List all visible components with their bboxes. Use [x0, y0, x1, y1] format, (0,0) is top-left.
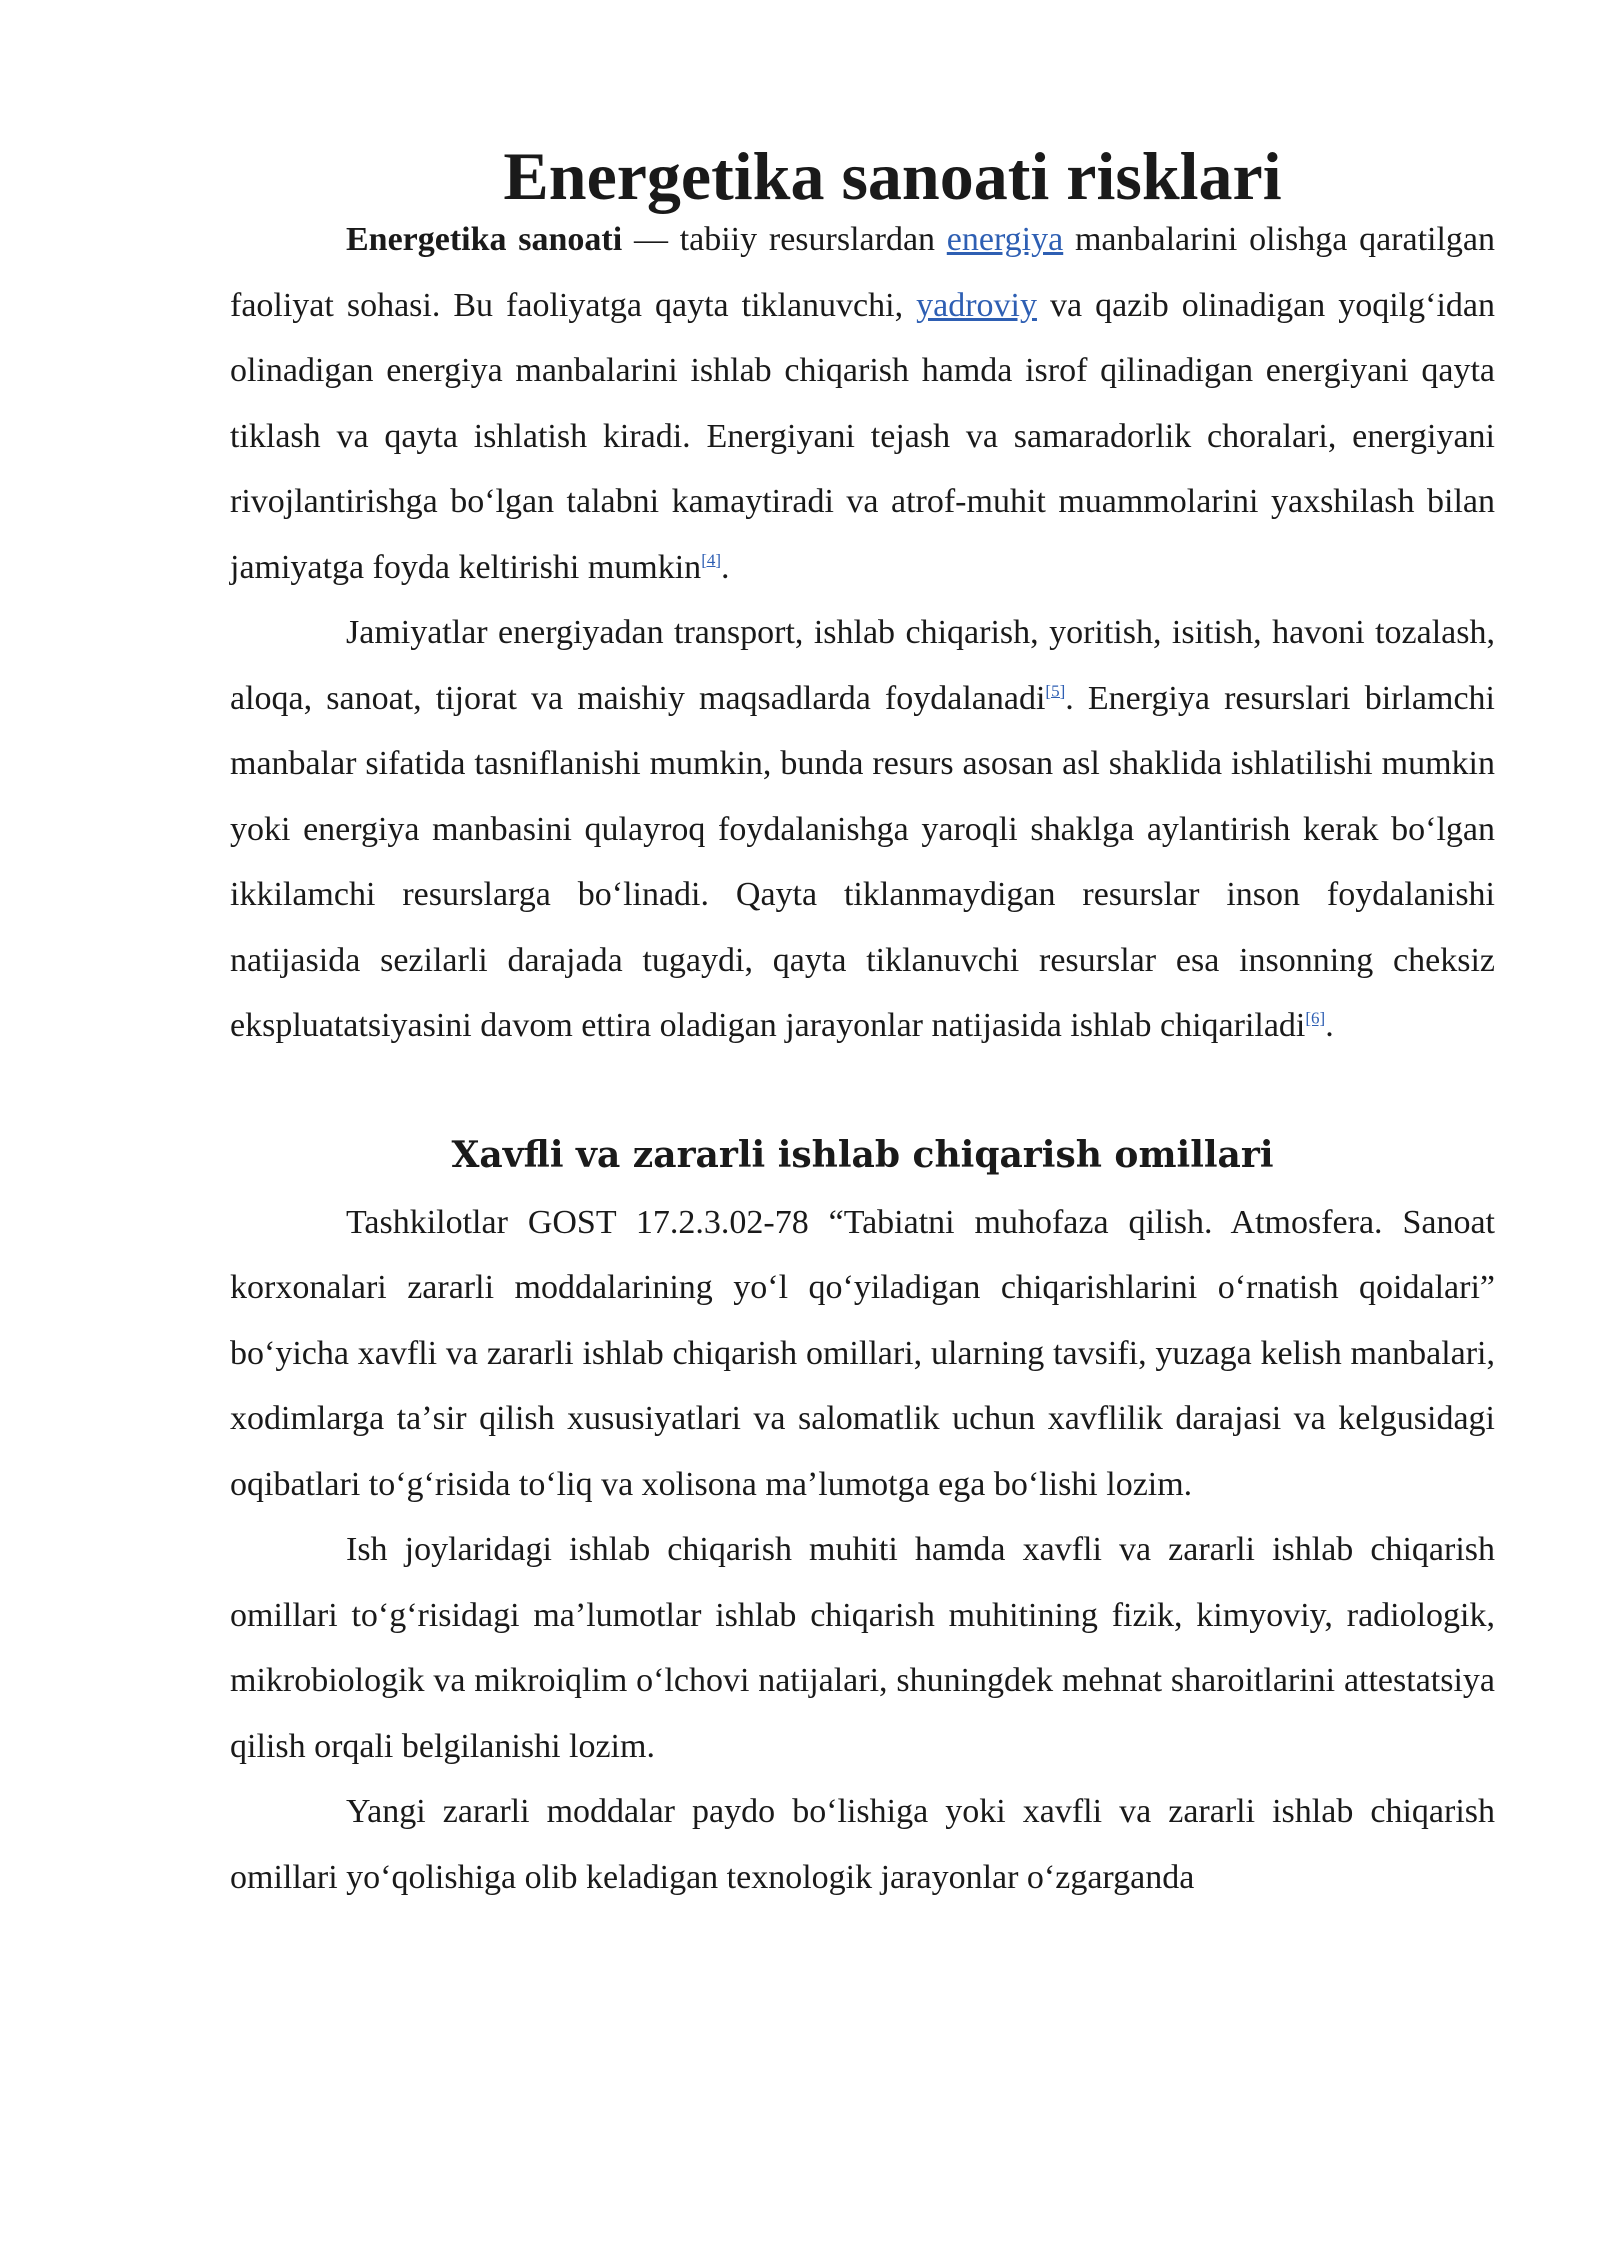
footnote-ref-5	[1045, 681, 1065, 700]
paragraph-energy-uses	[230, 600, 1495, 1059]
link-energiya[interactable]: energiya	[946, 221, 1064, 258]
term-energy-industry: Energetika sanoati	[346, 221, 623, 258]
text-run: .	[721, 548, 730, 586]
document-body	[230, 138, 1495, 1910]
text-run: .	[1325, 1007, 1334, 1044]
text-run: Jamiyatlar energiyadan transport, ishlab chiqarish, yoritish, isitish, havoni tozalash, aloqa, sanoat, tijorat va maishiy maqsadlarda foydalanadi	[230, 614, 1495, 717]
paragraph-new-substances: Yangi zararli moddalar paydo boʻlishiga yoki xavfli va zararli ishlab chiqarish omillari yoʻqolishiga olib keladigan texnologik jarayonlar oʻzgarganda	[230, 1793, 1495, 1896]
footnote-link-4[interactable]: [4]	[701, 550, 722, 570]
text-run: va qazib olinadigan yoqilgʻidan olinadigan energiya manbalarini ishlab chiqarish hamda isrof qilinadigan energiyani qayta tiklash va qayta ishlatish kiradi. Energiyani tejash va samaradorlik choralari, energiyani rivojlantirishga boʻlgan talabni kamaytiradi va atrof-muhit muammolarini yaxshilash bilan jamiyatga foyda keltirishi mumkin	[230, 286, 1495, 586]
link-yadroviy[interactable]: yadroviy	[916, 286, 1037, 324]
text-run: tabiiy resurslardan	[679, 221, 947, 258]
footnote-link-5[interactable]: [5]	[1045, 681, 1066, 701]
text-run: manbalarini olishga qaratilgan faoliyat sohasi. Bu faoliyatga qayta tiklanuvchi,	[230, 221, 1495, 324]
footnote-ref-4	[701, 550, 721, 569]
section-title-energy-risks: Energetika sanoati risklari	[503, 138, 1282, 214]
em-dash: —	[622, 221, 680, 258]
footnote-ref-6	[1305, 1009, 1325, 1028]
footnote-link-6[interactable]: [6]	[1305, 1008, 1326, 1028]
paragraph-workplace-data: Ish joylaridagi ishlab chiqarish muhiti hamda xavfli va zararli ishlab chiqarish omillari toʻgʻrisidagi maʼlumotlar ishlab chiqarish muhitining fizik, kimyoviy, radiologik, mikrobiologik va mikroiqlim oʻlchovi natijalari, shuningdek mehnat sharoitlarini attestatsiya qilish orqali belgilanishi lozim.	[230, 1531, 1495, 1765]
paragraph-energy-industry-definition	[230, 207, 1495, 600]
section-title-hazardous-factors: Xavfli va zararli ishlab chiqarish omillari	[451, 1133, 1274, 1176]
paragraph-gost-requirements: Tashkilotlar GOST 17.2.3.02-78 “Tabiatni muhofaza qilish. Atmosfera. Sanoat korxonalari zararli moddalarining yoʻl qoʻyiladigan chiqarishlarini oʻrnatish qoidalari” boʻyicha xavfli va zararli ishlab chiqarish omillari, ularning tavsifi, yuzaga kelish manbalari, xodimlarga taʼsir qilish xususiyatlari va salomatlik uchun xavflilik darajasi va kelgusidagi oqibatlari toʻgʻrisida toʻliq va xolisona maʼlumotga ega boʻlishi lozim.	[230, 1203, 1495, 1503]
text-run: . Energiya resurslari birlamchi manbalar sifatida tasniflanishi mumkin, bunda resurs asosan asl shaklida ishlatilishi mumkin yoki energiya manbasini qulayroq foydalanishga yaroqli shaklga aylantirish kerak boʻlgan ikkilamchi resurslarga boʻlinadi. Qayta tiklanmaydigan resurslar inson foydalanishi natijasida sezilarli darajada tugaydi, qayta tiklanuvchi resurslar esa insonning cheksiz ekspluatatsiyasini davom ettira oladigan jarayonlar natijasida ishlab chiqariladi	[230, 679, 1495, 1044]
